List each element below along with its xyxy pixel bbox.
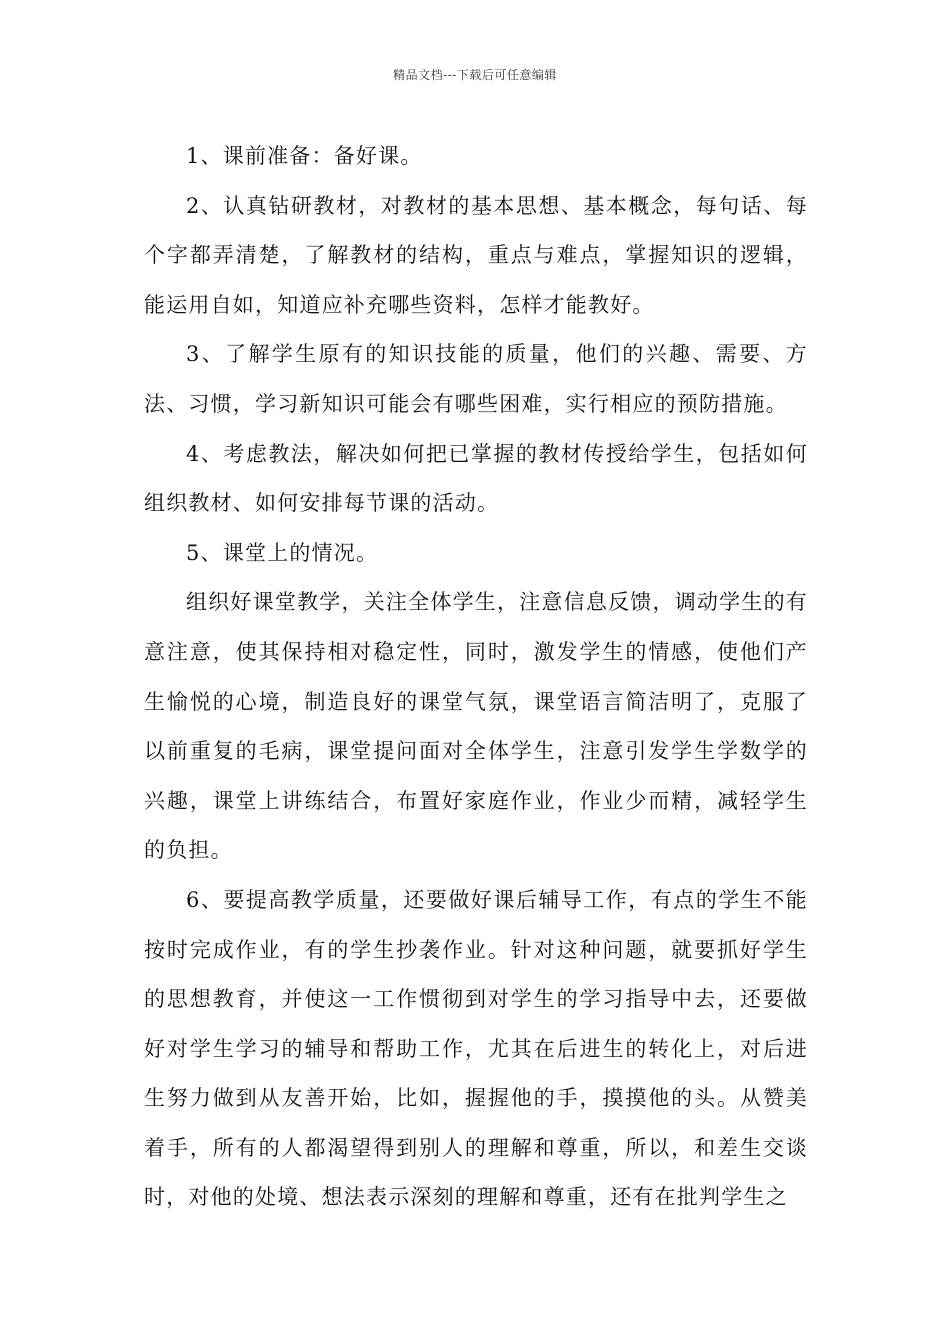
paragraph-4: 4、考虑教法，解决如何把已掌握的教材传授给学生，包括如何组织教材、如何安排每节课的活动。 [144,441,808,516]
paragraph-2: 2、认真钻研教材，对教材的基本思想、基本概念，每句话、每个字都弄清楚，了解教材的结构，重点与难点，掌握知识的逻辑，能运用自如，知道应补充哪些资料，怎样才能教好。 [144,193,808,317]
paragraph-3: 3、了解学生原有的知识技能的质量，他们的兴趣、需要、方法、习惯，学习新知识可能会有哪些困难，实行相应的预防措施。 [144,342,808,416]
page-header: 精品文档---下载后可任意编辑 [393,68,557,82]
paragraph-1: 1、课前准备：备好课。 [186,144,423,168]
document-body [144,132,808,1223]
paragraph-5: 5、课堂上的情况。 [186,540,379,565]
paragraph-6: 组织好课堂教学，关注全体学生，注意信息反馈，调动学生的有意注意，使其保持相对稳定性，同时，激发学生的情感，使他们产生愉悦的心境，制造良好的课堂气氛，课堂语言简洁明了，克服了以前重复的毛病，课堂提问面对全体学生，注意引发学生学数学的兴趣，课堂上讲练结合，布置好家庭作业，作业少而精，减轻学生的负担。 [144,590,808,863]
paragraph-7: 6、要提高教学质量，还要做好课后辅导工作，有点的学生不能按时完成作业，有的学生抄袭作业。针对这种问题，就要抓好学生的思想教育，并使这一工作惯彻到对学生的学习指导中去，还要做好对学生学习的辅导和帮助工作，尤其在后进生的转化上，对后进生努力做到从友善开始，比如，握握他的手，摸摸他的头。从赞美着手，所有的人都渴望得到别人的理解和尊重，所以，和差生交谈时，对他的处境、想法表示深刻的理解和尊重，还有在批判学生之 [144,887,808,1210]
